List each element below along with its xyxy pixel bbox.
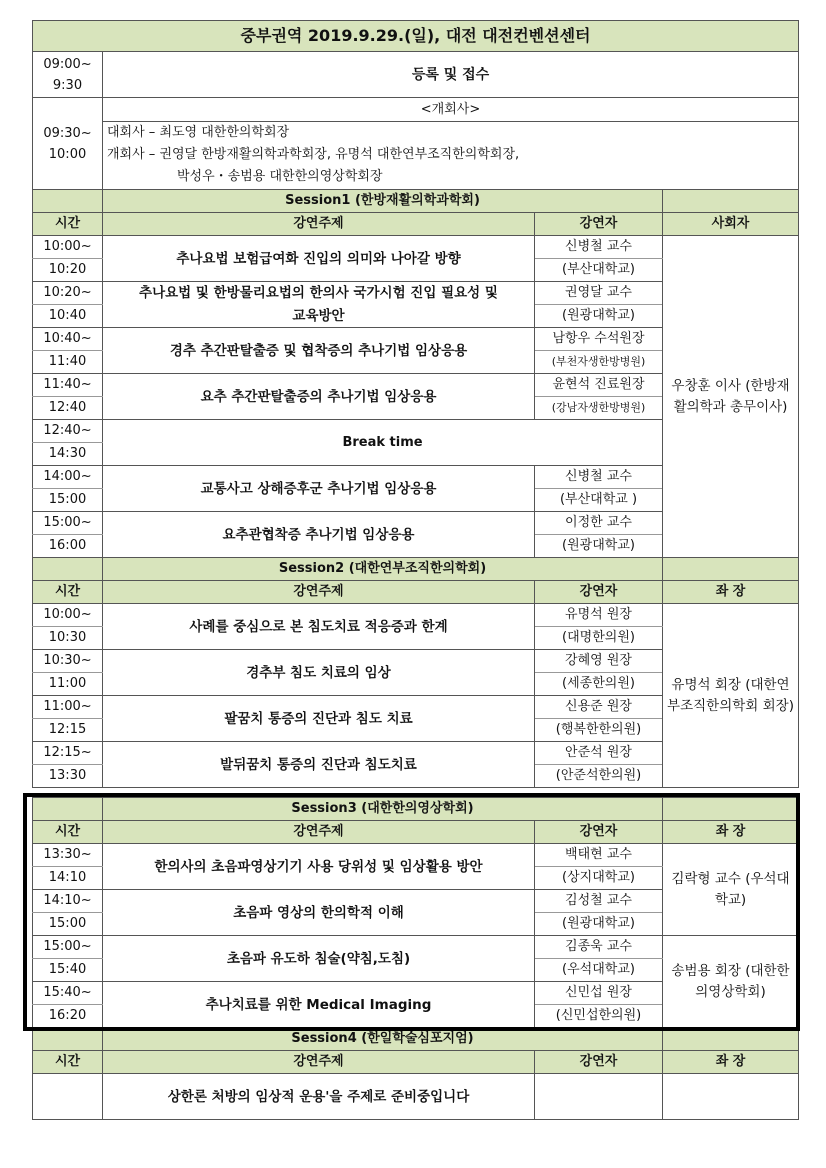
session3-header-moderator: 좌 장 [663, 821, 799, 844]
speaker-name: 신병철 교수 [535, 236, 663, 259]
time-start: 14:10~ [33, 890, 103, 913]
lecture-topic-line2: 교육방안 [103, 305, 535, 328]
opening-line-3: 박성우・송범용 대한한의영상학회장 [177, 169, 383, 184]
session3-moderator-b-text: 송범용 회장 (대한한의영상학회) [671, 962, 790, 1000]
time-start: 15:00~ [33, 936, 103, 959]
time-start: 10:40~ [33, 328, 103, 351]
opening-line-1: 대회사 – 최도영 대한한의학회장 [107, 125, 290, 140]
registration-time-end: 9:30 [52, 77, 83, 93]
opening-line-2: 개회사 – 권영달 한방재활의학과학회장, 유명석 대한연부조직한의학회장, [107, 147, 520, 162]
time-start: 10:00~ [33, 236, 103, 259]
lecture-topic: 추나치료를 위한 Medical Imaging [103, 982, 535, 1028]
session3-title: Session3 (대한한의영상학회) [103, 798, 663, 821]
lecture-topic: 한의사의 초음파영상기기 사용 당위성 및 임상활용 방안 [103, 844, 535, 890]
registration-label: 등록 및 접수 [103, 52, 799, 98]
lecture-topic: 발뒤꿈치 통증의 진단과 침도치료 [103, 742, 535, 788]
speaker-name: 권영달 교수 [535, 282, 663, 305]
speaker-name: 백태현 교수 [535, 844, 663, 867]
speaker-affiliation: (대명한의원) [535, 627, 663, 650]
opening-title: <개회사> [103, 99, 798, 122]
session2-header-moderator: 좌 장 [663, 581, 799, 604]
speaker-affiliation: (상지대학교) [535, 867, 663, 890]
speaker-affiliation: (부천자생한방병원) [535, 351, 663, 374]
time-end: 15:00 [33, 913, 103, 936]
session3-header-time: 시간 [33, 821, 103, 844]
speaker-affiliation: (행복한한의원) [535, 719, 663, 742]
speaker-name: 남항우 수석원장 [535, 328, 663, 351]
lecture-topic: 요추관협착증 추나기법 임상응용 [103, 512, 535, 558]
session3-moderator-a [663, 844, 799, 936]
time-end: 16:20 [33, 1005, 103, 1028]
page-title: 중부권역 2019.9.29.(일), 대전 대전컨벤션센터 [33, 21, 799, 52]
lecture-topic: 경추부 침도 치료의 임상 [103, 650, 535, 696]
session1-title: Session1 (한방재활의학과학회) [103, 190, 663, 213]
speaker-name: 신민섭 원장 [535, 982, 663, 1005]
opening-time-end: 10:00 [48, 146, 87, 162]
speaker-affiliation: (신민섭한의원) [535, 1005, 663, 1028]
session1-moderator [663, 236, 799, 558]
speaker-affiliation: (부산대학교) [535, 259, 663, 282]
speaker-affiliation: (우석대학교) [535, 959, 663, 982]
time-start: 10:30~ [33, 650, 103, 673]
lecture-topic: 팔꿈치 통증의 진단과 침도 치료 [103, 696, 535, 742]
session4-header-speaker: 강연자 [535, 1051, 663, 1074]
session3-header-topic: 강연주제 [103, 821, 535, 844]
speaker-affiliation: (원광대학교) [535, 535, 663, 558]
opening-time [33, 98, 103, 190]
time-end: 12:40 [33, 397, 103, 420]
session4-speaker-empty [535, 1074, 663, 1120]
opening-time-start: 09:30~ [43, 125, 92, 141]
session4-header-moderator: 좌 장 [663, 1051, 799, 1074]
schedule-table [32, 20, 799, 1120]
session2-moderator-text: 유명석 회장 (대한연부조직한의학회 회장) [667, 676, 794, 714]
registration-time [33, 52, 103, 98]
time-end: 10:20 [33, 259, 103, 282]
time-start: 15:40~ [33, 982, 103, 1005]
registration-time-start: 09:00~ [43, 56, 92, 72]
time-start: 13:30~ [33, 844, 103, 867]
session4-moderator-empty [663, 1074, 799, 1120]
time-start: 12:15~ [33, 742, 103, 765]
session2-moderator [663, 604, 799, 788]
lecture-topic: 초음파 영상의 한의학적 이해 [103, 890, 535, 936]
speaker-name: 김성철 교수 [535, 890, 663, 913]
time-start: 14:00~ [33, 466, 103, 489]
session3-moderator-a-text: 김락형 교수 (우석대학교) [671, 870, 790, 908]
lecture-topic: 초음파 유도하 침술(약침,도침) [103, 936, 535, 982]
time-start: 11:40~ [33, 374, 103, 397]
lecture-topic: 사례를 중심으로 본 침도치료 적응증과 한계 [103, 604, 535, 650]
time-end: 11:40 [33, 351, 103, 374]
time-end: 11:00 [33, 673, 103, 696]
session1-header-speaker: 강연자 [535, 213, 663, 236]
time-end: 12:15 [33, 719, 103, 742]
speaker-name: 안준석 원장 [535, 742, 663, 765]
time-end: 13:30 [33, 765, 103, 788]
time-start: 10:20~ [33, 282, 103, 305]
speaker-affiliation: (안준석한의원) [535, 765, 663, 788]
speaker-affiliation: (세종한의원) [535, 673, 663, 696]
opening-cell [103, 98, 799, 190]
time-end: 16:00 [33, 535, 103, 558]
time-end: 10:30 [33, 627, 103, 650]
lecture-topic: 추나요법 보험급여화 진입의 의미와 나아갈 방향 [103, 236, 535, 282]
speaker-name: 신병철 교수 [535, 466, 663, 489]
time-start: 10:00~ [33, 604, 103, 627]
speaker-name: 유명석 원장 [535, 604, 663, 627]
lecture-topic: 요추 추간판탈출증의 추나기법 임상응용 [103, 374, 535, 420]
session4-header-time: 시간 [33, 1051, 103, 1074]
time-start: 12:40~ [33, 420, 103, 443]
session4-time-empty [33, 1074, 103, 1120]
lecture-topic: 경추 추간판탈출증 및 협착증의 추나기법 임상응용 [103, 328, 535, 374]
lecture-topic: 교통사고 상해증후군 추나기법 임상응용 [103, 466, 535, 512]
break-time: Break time [103, 420, 663, 466]
session2-header-time: 시간 [33, 581, 103, 604]
session1-header-moderator: 사회자 [663, 213, 799, 236]
speaker-name: 강혜영 원장 [535, 650, 663, 673]
time-end: 10:40 [33, 305, 103, 328]
speaker-name: 이정한 교수 [535, 512, 663, 535]
time-end: 14:10 [33, 867, 103, 890]
session4-header-topic: 강연주제 [103, 1051, 535, 1074]
speaker-affiliation: (원광대학교) [535, 305, 663, 328]
session1-header-topic: 강연주제 [103, 213, 535, 236]
session2-title: Session2 (대한연부조직한의학회) [103, 558, 663, 581]
time-start: 11:00~ [33, 696, 103, 719]
session4-note: 상한론 처방의 임상적 운용'을 주제로 준비중입니다 [103, 1074, 535, 1120]
time-start: 15:00~ [33, 512, 103, 535]
speaker-affiliation: (원광대학교) [535, 913, 663, 936]
time-end: 14:30 [33, 443, 103, 466]
speaker-affiliation: (부산대학교 ) [535, 489, 663, 512]
session1-header-time: 시간 [33, 213, 103, 236]
session2-header-speaker: 강연자 [535, 581, 663, 604]
time-end: 15:40 [33, 959, 103, 982]
session3-header-speaker: 강연자 [535, 821, 663, 844]
lecture-topic-line1: 추나요법 및 한방물리요법의 한의사 국가시험 진입 필요성 및 [103, 282, 535, 305]
speaker-name: 김종욱 교수 [535, 936, 663, 959]
speaker-name: 윤현석 진료원장 [535, 374, 663, 397]
session2-header-topic: 강연주제 [103, 581, 535, 604]
session1-moderator-text: 우창훈 이사 (한방재활의학과 총무이사) [671, 377, 790, 415]
time-end: 15:00 [33, 489, 103, 512]
session4-title: Session4 (한일학술심포지엄) [103, 1028, 663, 1051]
session3-moderator-b [663, 936, 799, 1028]
speaker-affiliation: (강남자생한방병원) [535, 397, 663, 420]
speaker-name: 신용준 원장 [535, 696, 663, 719]
